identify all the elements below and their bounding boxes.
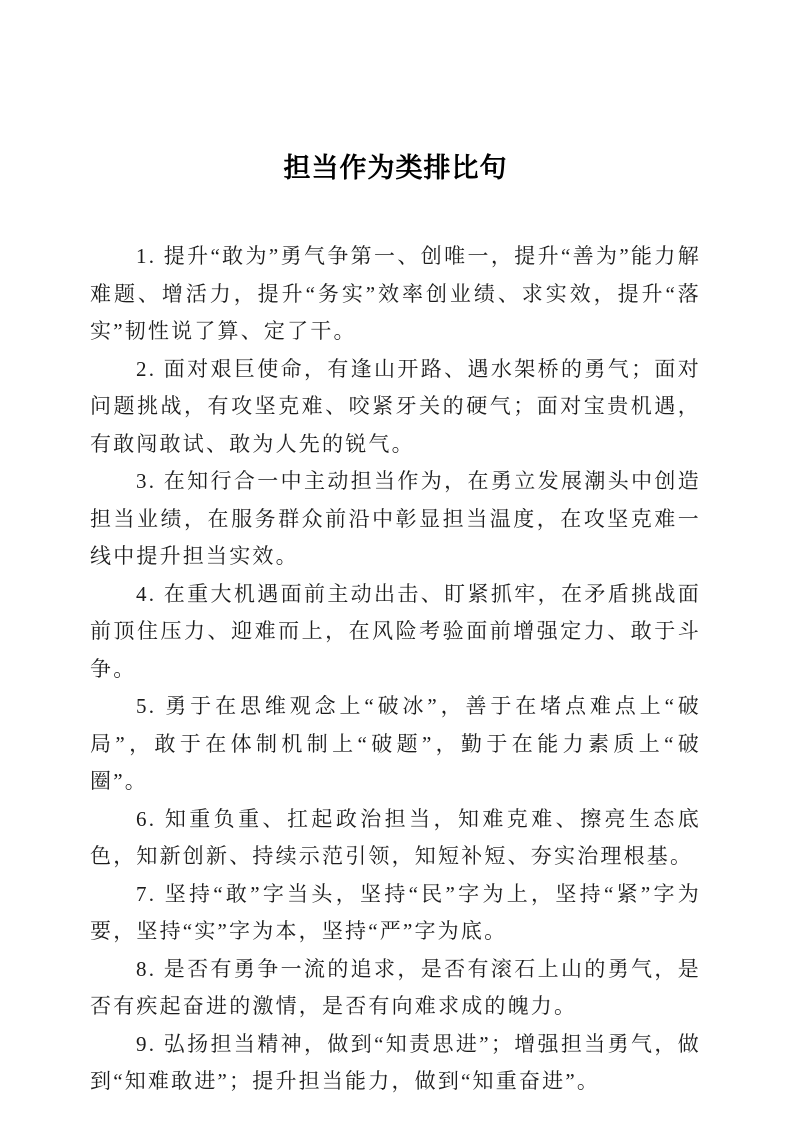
- paragraph: 5. 勇于在思维观念上“破冰”，善于在堵点难点上“破局”，敢于在体制机制上“破题”，勤于在能力素质上“破圈”。: [90, 694, 701, 793]
- paragraph: 2. 面对艰巨使命，有逢山开路、遇水架桥的勇气；面对问题挑战，有攻坚克难、咬紧牙关的硬气；面对宝贵机遇，有敢闯敢试、敢为人先的锐气。: [90, 356, 701, 456]
- page-title: 担当作为类排比句: [283, 153, 508, 183]
- document-body: [90, 238, 701, 1101]
- paragraph: 4. 在重大机遇面前主动出击、盯紧抓牢，在矛盾挑战面前顶住压力、迎难而上，在风险考验面前增强定力、敢于斗争。: [90, 581, 701, 681]
- paragraph: 6. 知重负重、扛起政治担当，知难克难、擦亮生态底色，知新创新、持续示范引领，知短补短、夯实治理根基。: [90, 806, 701, 868]
- paragraph: 9. 弘扬担当精神，做到“知责思进”；增强担当勇气，做到“知难敢进”；提升担当能力，做到“知重奋进”。: [90, 1031, 701, 1093]
- paragraph: 7. 坚持“敢”字当头，坚持“民”字为上，坚持“紧”字为要，坚持“实”字为本，坚持“严”字为底。: [90, 881, 701, 943]
- paragraph: 3. 在知行合一中主动担当作为，在勇立发展潮头中创造担当业绩，在服务群众前沿中彰显担当温度，在攻坚克难一线中提升担当实效。: [90, 469, 701, 568]
- paragraph: 8. 是否有勇争一流的追求，是否有滚石上山的勇气，是否有疾起奋进的激情，是否有向难求成的魄力。: [90, 956, 701, 1018]
- paragraph: 1. 提升“敢为”勇气争第一、创唯一，提升“善为”能力解难题、增活力，提升“务实”效率创业绩、求实效，提升“落实”韧性说了算、定了干。: [90, 244, 701, 343]
